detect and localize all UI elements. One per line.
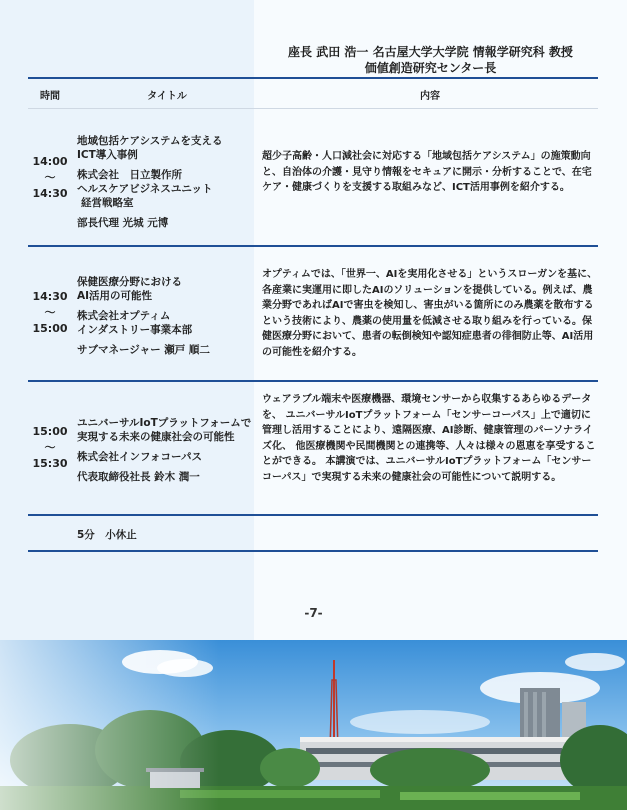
session-time-3 bbox=[28, 424, 72, 472]
time-end: 15:00 bbox=[32, 322, 68, 335]
speaker-name: 代表取締役社長 鈴木 潤一 bbox=[77, 471, 200, 483]
title-line: AI活用の可能性 bbox=[77, 290, 153, 302]
organization-line: 株式会社 日立製作所 bbox=[77, 169, 182, 181]
session-chair bbox=[258, 44, 603, 76]
campus-illustration bbox=[0, 640, 627, 810]
campus-photo bbox=[0, 640, 627, 810]
title-line: 保健医療分野における bbox=[77, 276, 182, 288]
time-tilde: 〜 bbox=[44, 171, 56, 184]
organization-line: 株式会社インフォコーパス bbox=[77, 451, 202, 463]
row-divider bbox=[28, 380, 598, 382]
title-line: ユニバーサルIoTプラットフォームで bbox=[77, 417, 252, 429]
time-tilde: 〜 bbox=[44, 306, 56, 319]
session-content-2: オプティムでは、「世界一、AIを実用化させる」というスローガンを基に、各産業に実運用に即したAIのソリューションを提供している。例えば、農業分野であればAIで害虫を検知し、害虫がいる箇所にのみ農薬を散布するという技術により、農薬の使用量を低減させる取り組みを行っている。保健医療分野において、患者の転倒検知や認知症患者の徘徊防止等、AI活用の可能性を紹介する。 bbox=[262, 269, 598, 358]
row-divider bbox=[28, 514, 598, 516]
speaker-name: サブマネージャー 瀬戸 順二 bbox=[77, 344, 210, 356]
session-title-1 bbox=[77, 134, 257, 230]
time-tilde: 〜 bbox=[44, 441, 56, 454]
session-content-3: ウェアラブル端末や医療機器、環境センサーから収集するあらゆるデータを、 ユニバーサルIoTプラットフォーム「センサーコーパス」上で適切に管理し活用することにより、遠隔医療、AI診断、健康管理のパーソナライズ化、 他医療機関や民間機関との連携等、人々は様々の恩恵を享受することができる。 本講演では、ユニバーサルIoTプラットフォーム「センサーコーパス」で実現する未来の健康社会の可能性について説明する。 bbox=[262, 394, 596, 483]
page-number: -7- bbox=[304, 606, 323, 620]
time-end: 14:30 bbox=[32, 187, 68, 200]
column-header-time: 時間 bbox=[40, 91, 60, 102]
time-end: 15:30 bbox=[32, 457, 68, 470]
title-line: ICT導入事例 bbox=[77, 149, 138, 161]
speaker-name: 部長代理 光城 元博 bbox=[77, 217, 169, 229]
session-time-2 bbox=[28, 289, 72, 337]
time-start: 14:00 bbox=[32, 155, 68, 168]
organization-line: ヘルスケアビジネスユニット bbox=[77, 183, 213, 195]
organization-line: インダストリー事業本部 bbox=[77, 324, 193, 336]
organization-line: 経営戦略室 bbox=[81, 197, 134, 209]
table-top-rule bbox=[28, 77, 598, 79]
row-divider bbox=[28, 245, 598, 247]
session-time-1 bbox=[28, 154, 72, 202]
break-label: 5分 小休止 bbox=[77, 529, 137, 541]
time-start: 14:30 bbox=[32, 290, 68, 303]
column-header-content: 内容 bbox=[420, 91, 440, 102]
chair-line-2: 価値創造研究センター長 bbox=[364, 61, 497, 75]
chair-line-1: 座長 武田 浩一 名古屋大学大学院 情報学研究科 教授 bbox=[288, 45, 573, 59]
organization-line: 株式会社オプティム bbox=[77, 310, 171, 322]
header-divider bbox=[28, 108, 598, 109]
session-title-3 bbox=[77, 416, 259, 484]
session-content-1: 超少子高齢・人口減社会に対応する「地域包括ケアシステム」の施策動向と、自治体の介護・見守り情報をセキュアに開示・分析することで、在宅ケア・健康づくりを支援する取組みなど、ICT活用事例を紹介する。 bbox=[262, 151, 592, 193]
title-line: 実現する未来の健康社会の可能性 bbox=[77, 431, 235, 443]
session-title-2 bbox=[77, 275, 257, 357]
column-header-title: タイトル bbox=[147, 91, 187, 102]
table-bottom-rule bbox=[28, 550, 598, 552]
title-line: 地域包括ケアシステムを支える bbox=[77, 135, 223, 147]
time-start: 15:00 bbox=[32, 425, 68, 438]
